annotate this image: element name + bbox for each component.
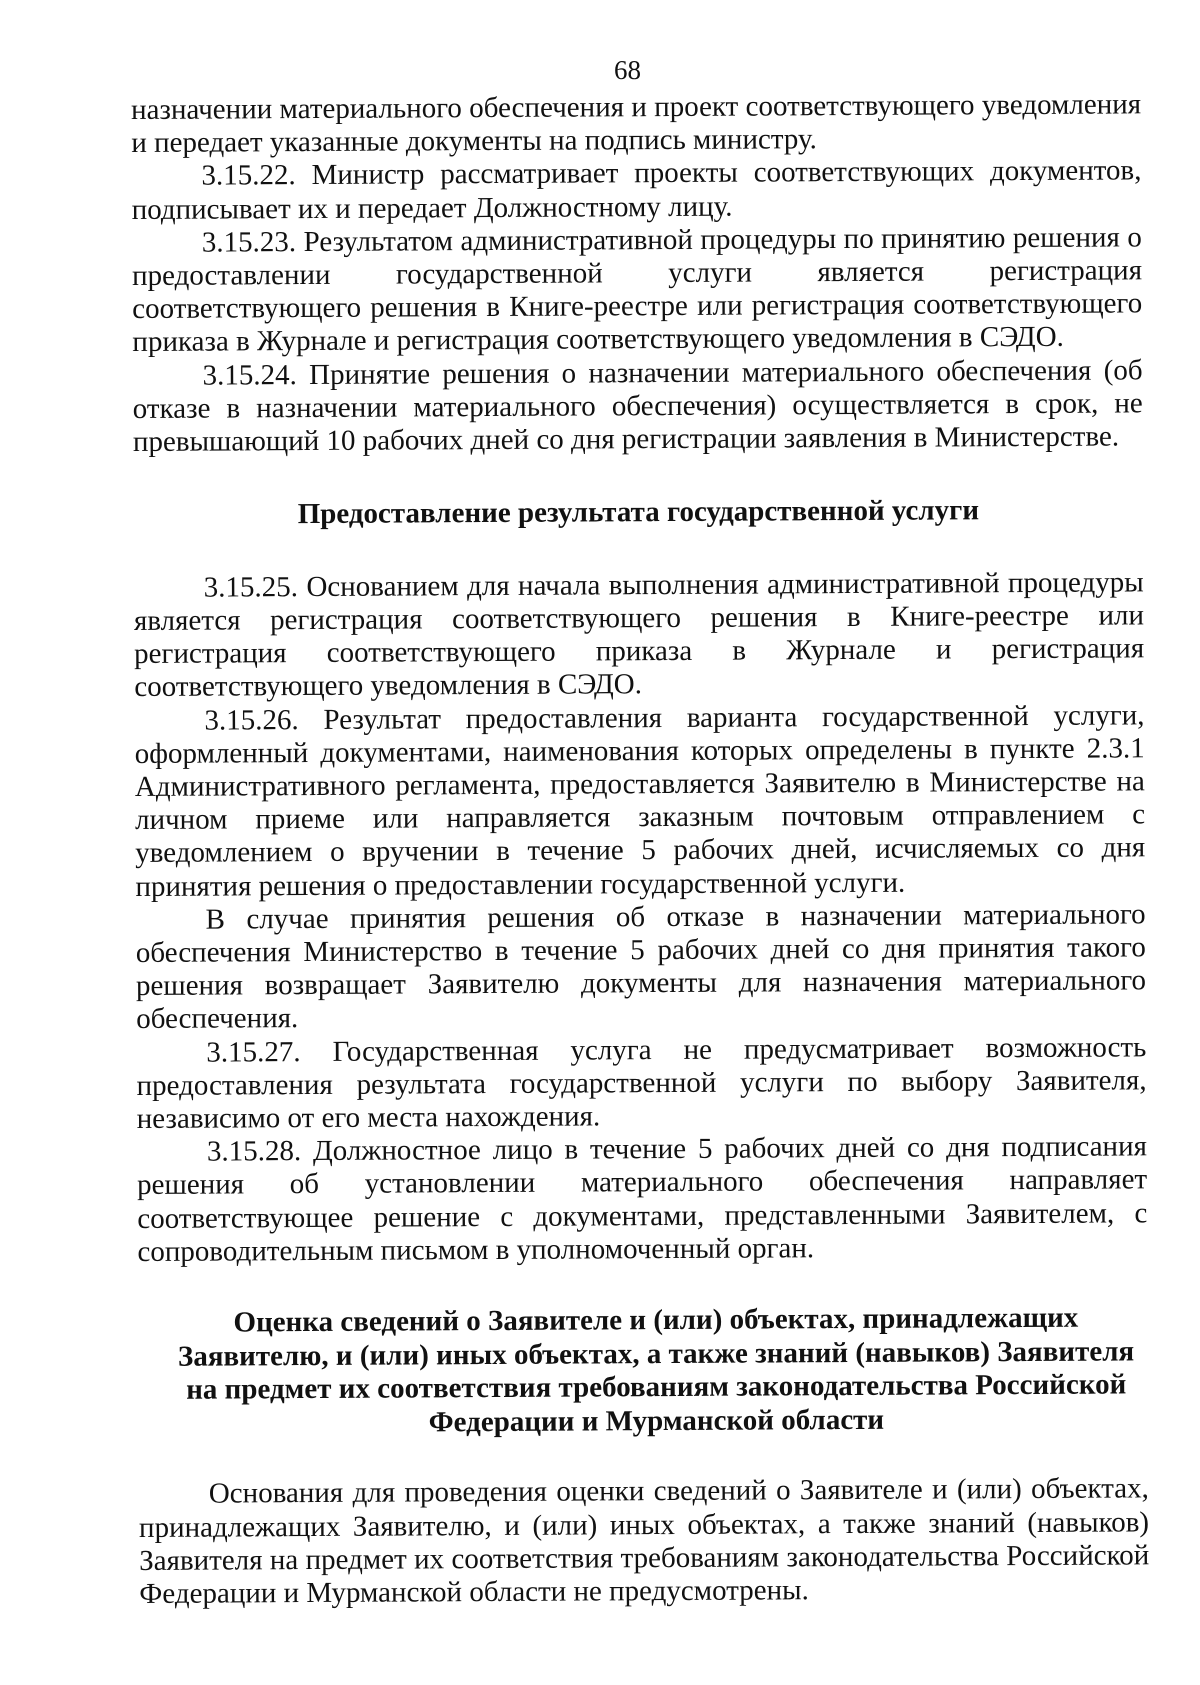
spacer [138,1263,1148,1307]
spacer [133,527,1143,572]
section-heading-result: Предоставление результата государственной услуги [297,494,980,531]
paragraph-refusal-case: В случае принятия решения об отказе в назначении материального обеспечения Министерство в течение 5 рабочих дней со дня принятия такого решения возвращает Заявителю документы для назначения материального обеспечения. [135,898,1147,1036]
section-heading-assessment: Оценка сведений о Заявителе и (или) объектах, принадлежащих Заявителю, и (или) иных объектах, а также знаний (навыков) Заявителя на предмет их соответствия требованиям законодательства Российской Федерации и Мурманской области [177,1301,1135,1439]
paragraph-assessment-grounds: Основания для проведения оценки сведений о Заявителе и (или) объектах, принадлежащих Заявителю, и (или) иных объектах, а также знаний (навыков) Заявителя на предмет их соответствия требованиям законодательства Российской Федерации и Мурманской области не предусмотрены. [138,1472,1150,1611]
paragraph-3-15-27: 3.15.27. Государственная услуга не предусматривает возможность предоставления результата государственной услуги по выбору Заявителя, независимо от его места нахождения. [136,1031,1147,1136]
paragraph-3-15-28: 3.15.28. Должностное лицо в течение 5 рабочих дней со дня подписания решения об установлении материального обеспечения направляет соответствующее решение с документами, представленными Заявителем, с сопроводительным письмом в уполномоченный орган. [137,1130,1148,1268]
spacer [139,1436,1149,1479]
paragraph-3-15-25: 3.15.25. Основанием для начала выполнения административной процедуры является регистрация соответствующего решения в Книге-реестре или регистрация соответствующего приказа в Журнале и регистрация соответствующего уведомления в СЭДО. [133,566,1145,704]
paragraph-3-15-26: 3.15.26. Результат предоставления варианта государственной услуги, оформленный документами, наименования которых определены в пункте 2.3.1 Административного регламента, предоставляется Заявителю в Министерстве на личном приеме или направляется заказным почтовым отправлением с уведомлением о вручении в течение 5 рабочих дней, исчисляемых со дня принятия решения о предоставлении государственной услуги. [134,698,1146,903]
paragraph-continuation: назначении материального обеспечения и проект соответствующего уведомления и передает указанные документы на подпись министру. [131,88,1142,160]
paragraph-3-15-22: 3.15.22. Министр рассматривает проекты соответствующих документов, подписывает их и передает Должностному лицу. [131,154,1142,226]
spacer [133,454,1143,500]
document-body [131,88,1149,1611]
paragraph-3-15-23: 3.15.23. Результатом административной процедуры по принятию решения о предоставлении государственной услуги является регистрация соответствующего решения в Книге-реестре или регистрация соответствующего приказа в Журнале и регистрация соответствующего уведомления в СЭДО. [131,221,1143,359]
page-number: 68 [614,55,641,85]
paragraph-3-15-24: 3.15.24. Принятие решения о назначении материального обеспечения (об отказе в назначении материального обеспечения) осуществляется в срок, не превышающий 10 рабочих дней со дня регистрации заявления в Министерстве. [132,353,1143,459]
